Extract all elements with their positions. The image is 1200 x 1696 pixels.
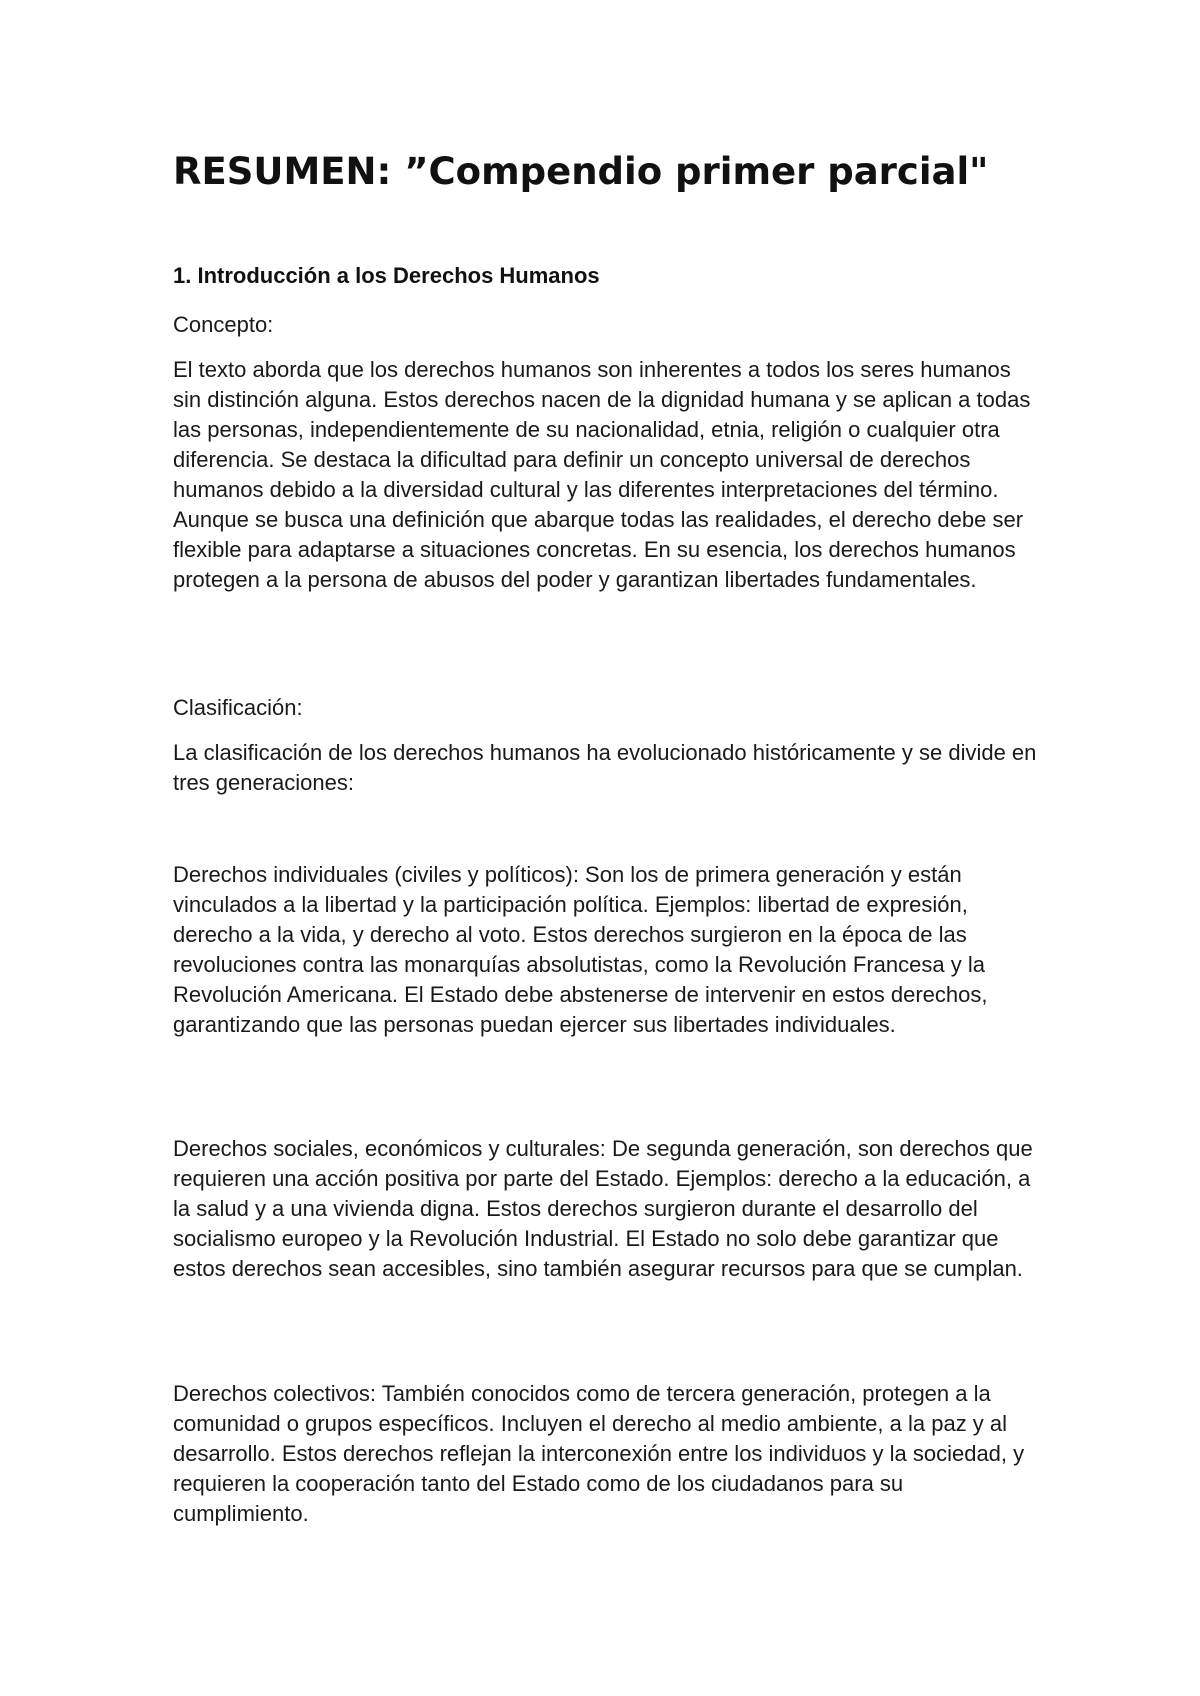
concepto-paragraph: El texto aborda que los derechos humanos son inherentes a todos los seres humanos sin distinción alguna. Estos derechos nacen de la dignidad humana y se aplican a todas las personas, independientemente de su nacionalidad, etnia, religión o cualquier otra diferencia. Se destaca la dificultad para definir un concepto universal de derechos humanos debido a la diversidad cultural y las diferentes interpretaciones del término. Aunque se busca una definición que abarque todas las realidades, el derecho debe ser flexible para adaptarse a situaciones concretas. En su esencia, los derechos humanos protegen a la persona de abusos del poder y garantizan libertades fundamentales. [173,357,1031,592]
generation-paragraph-third: Derechos colectivos: También conocidos como de tercera generación, protegen a la comunidad o grupos específicos. Incluyen el derecho al medio ambiente, a la paz y al desarrollo. Estos derechos reflejan la interconexión entre los individuos y la sociedad, y requieren la cooperación tanto del Estado como de los ciudadanos para su cumplimiento. [173,1381,1025,1526]
generation-paragraph-first: Derechos individuales (civiles y políticos): Son los de primera generación y están vinculados a la libertad y la participación política. Ejemplos: libertad de expresión, derecho a la vida, y derecho al voto. Estos derechos surgieron en la época de las revoluciones contra las monarquías absolutistas, como la Revolución Francesa y la Revolución Americana. El Estado debe abstenerse de intervenir en estos derechos, garantizando que las personas puedan ejercer sus libertades individuales. [173,862,988,1037]
section-heading: 1. Introducción a los Derechos Humanos [173,263,600,288]
generation-paragraph-second: Derechos sociales, económicos y culturales: De segunda generación, son derechos que requieren una acción positiva por parte del Estado. Ejemplos: derecho a la educación, a la salud y a una vivienda digna. Estos derechos surgieron durante el desarrollo del socialismo europeo y la Revolución Industrial. El Estado no solo debe garantizar que estos derechos sean accesibles, sino también asegurar recursos para que se cumplan. [173,1136,1033,1281]
concepto-label: Concepto: [173,312,274,337]
clasificacion-label: Clasificación: [173,695,303,720]
clasificacion-intro-paragraph: La clasificación de los derechos humanos ha evolucionado históricamente y se divide en tres generaciones: [173,740,1037,795]
document-title: RESUMEN: ”Compendio primer parcial" [173,150,989,193]
